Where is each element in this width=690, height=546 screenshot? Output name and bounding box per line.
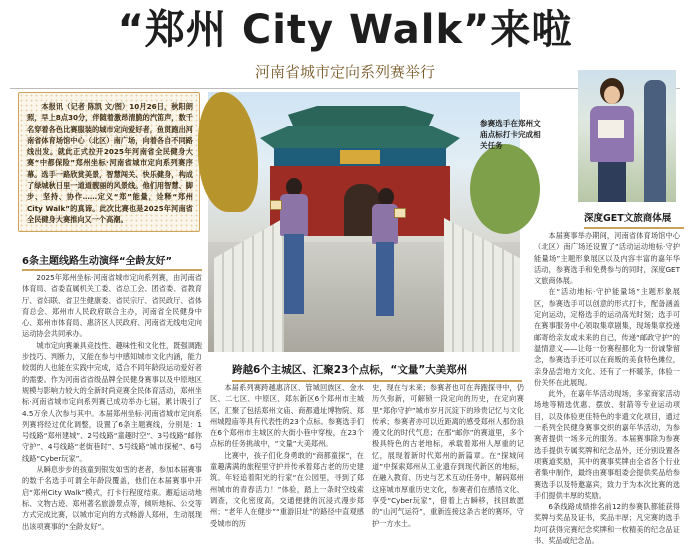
main-photo	[208, 92, 520, 352]
left-section-title	[22, 252, 202, 271]
gate-beam	[274, 148, 446, 166]
left-paragraph-2: 城市定向赛兼具竞技性、趣味性和文化性，既强调跑步技巧、判断力，又能在参与中感知城市文化内涵，能力较弱的人也能在实践中完成，适合不同年龄段运动爱好者的需要。作为河南省省级品牌全民健身赛事以及中原地区规模与影响力较大的全新时尚竞赛全民体育活动，郑州坐标·河南省城市定向系列赛已成功举办七届，累计吸引了4.5万余人次参与其中。本届郑州坐标·河南省城市定向系列赛将经过优化调整，设置了6条主题赛线，分别是：1号线路“郑州建城”、2号线路“童趣时空”、3号线路“邮你守护”、4号线路“老街巷时”、5号线路“城市探秘”、6号线路“Cyber玩家”。	[22, 340, 202, 463]
lead-text	[27, 101, 193, 227]
middle-paragraph-2: 比赛中，孩子们化身勇敢的“商都童探”，在童趣满满的旅程里守护并传承着郑古老的历史建筑。年轻追着阳光的行家“在公园里，寻到了郑州城市的青春活力！”体验，踏上一条时空线索调查，文化密度高，交通便捷的沉浸式漫步郑州；“老年人在健步”“重游旧址”的路径中直观感受城市的历	[210, 450, 364, 528]
title-underline	[584, 227, 684, 229]
lead-box	[18, 92, 200, 232]
runner-face	[604, 86, 620, 104]
bridge-railing	[444, 218, 520, 352]
right-paragraph-3: 此外，在嘉年华活动现场，多家商家活动场地等精选优惠、摆放、射箭等专业运动项目，以及体验更佳特色的非遗文化项目，通过一系列全民健身赛事交织的嘉年华活动，为参赛者提供一场多元的服务。本届赛事除为参赛选手提供专属奖牌和纪念品外，还分别设置各项赛道奖励，其中的赛事奖牌由全省各个行业者集中制作，最终由赛事组委会提供奖品给参赛选手以及特邀嘉宾，致力于为本次比赛的选手们提供丰厚的奖励。	[534, 389, 680, 500]
right-paragraph-4: 6条线路成绩排名前12的参赛队都能获得奖牌与奖品及证书，奖品丰厚；凡完赛的选手均可获得完赛纪念奖牌和一枚精美的纪念品证书、奖品或纪念品。	[534, 502, 680, 546]
race-bib	[598, 120, 624, 138]
right-section-title	[584, 210, 684, 229]
middle-paragraph-3: 史，现在与未来；参赛者也可在奔跑探寻中，仍历久弥新，可解锁一段定向的历史，在定向赛里“郑你守护”城市岁月沉淀下的珍贵记忆与文化传承；参赛者亦可以近距离的感受郑州人那份浪漫文化的时代气息；在那“邮你”的赛道里，多个极具特色的古老地标，承载着郑州人厚重的记忆，展现着新时代郑州的新篇章。在“探城问道”中探索郑州从工业遗存到现代新区的地标，在融入教育、历史与艺术互动任务中，解码郑州这座城市厚重历史文化，参赛者们在感悟文化、享受“Cyber玩家”，借着上古瞬移，找回敢愿的“山河气运符”，重新连接这条古老的赛环，守护一方水土。	[372, 383, 524, 528]
right-section-title-text: 深度GET文旅商体展	[584, 213, 672, 224]
tree	[198, 92, 258, 212]
right-paragraph-1: 本届赛事举办期间，河南省体育场馆中心（北区）南广场还设置了“活动运动地标·守护能量场”主题形象展区以及内容丰富的嘉年华活动，参赛选手和免费参与的同时，深度GET文旅商体展。	[534, 231, 680, 286]
left-section-title-text: 6条主题线路生动演绎“全龄友好”	[22, 256, 173, 267]
left-paragraph-3: 从瞬息步步的孩童到银发如雪的老者，参加本届赛事的数千名选手可谓全年龄段覆盖，他们在本届赛事中开启“郑州City Walk”模式，打卡行程度结束。邂逅运动地标、文物古迹、郑州著名旅游景点等，倾听地标、公交等方式完成比赛，以城市定向的方式畅游人郑州，生动展现出该项赛事的“全龄友好”。	[22, 465, 202, 531]
left-section-body	[22, 272, 202, 534]
tree	[470, 144, 540, 234]
page-title: “郑州 City Walk”来啦	[117, 7, 573, 53]
lead-paragraph: 本报讯（记者 陈凯 文/图）10月26日，秋阳朗照，早上8点30分，伴随着激昂清脆的汽笛声，数千名穿着各色比赛服装的城市定向爱好者，鱼贯跑出河南省体育场馆中心（北区）南广场，向着各自不同路线出发。就此正式拉开2025年河南省全民健身大赛“中都保险”郑州坐标·河南省城市定向系列赛序幕。选手一路欣赏美景，智慧闯关、快乐健身，构成了绿城秋日里一道道靓丽的风景线。他们用智慧、脚步、坚持、协作……定义“郑”能量，诠释“郑州City Walk”的真谛。此次比赛也是2025年河南省全民健身大赛推向又一个高潮。	[27, 102, 193, 224]
middle-section-title	[232, 362, 522, 382]
middle-column-1	[210, 382, 364, 538]
bridge-railing	[214, 218, 284, 352]
gate-upper-roof	[288, 106, 434, 128]
bystander	[644, 80, 666, 202]
photo-caption: 参赛选手在郑州文庙点标打卡完成相关任务	[480, 119, 541, 150]
runner-legs	[376, 242, 394, 316]
right-section-body	[534, 230, 680, 546]
left-paragraph-1: 2025年郑州坐标·河南省城市定向系列赛，由河南省体育局、省委直属机关工委、省总工会、团省委、省教育厅、省妇联、省卫生健康委、省民宗厅、省民政厅、省体育总会、郑州市人民政府联合主办，河南省全民健身中心、郑州市体育局、惠济区人民政府、河南省无线电定向运动协会共同承办。	[22, 273, 202, 339]
middle-section-title-text: 跨越6个主城区、汇聚23个点标，“文量”大美郑州	[232, 364, 468, 376]
task-card	[270, 200, 282, 210]
task-card	[394, 208, 406, 218]
runner-body	[280, 194, 308, 236]
right-paragraph-2: 在“活动地标·守护能量场”主题形象展区，参赛选手可以创意的形式打卡，配备涵盖定向运动，定格选手的运动高光时刻；选手可在赛事服务中心领取集章剧集，现场集章投递邮寄给亲友或未来的自己，传递“邮政守护”的温情意义——让每一份赛程都化为一份诚挚留念，参赛选手还可以在商贩的美食特色摊位，亲身品尝地方文化、还有了一杯暖茶，体验一份关怀在此展现。	[534, 287, 680, 387]
side-photo	[578, 70, 676, 202]
runner-legs	[284, 234, 304, 314]
middle-paragraph-1: 本届系列赛跨越惠济区、管城回族区、金水区、二七区、中原区、郑东新区6个郑州市主城区，汇聚了包括郑州文庙、商都遗址博物院、郑州城隍庙等具有代表性的23个点标。参赛选手们在6个郑州市主城区的大街小巷中穿梭，在23个点标的任务挑战中，“文量”大美郑州。	[210, 383, 364, 449]
subtitle: 河南省城市定向系列赛举行	[254, 63, 435, 81]
title-underline	[22, 269, 202, 271]
middle-column-2	[372, 382, 524, 538]
runner-legs	[598, 162, 626, 202]
